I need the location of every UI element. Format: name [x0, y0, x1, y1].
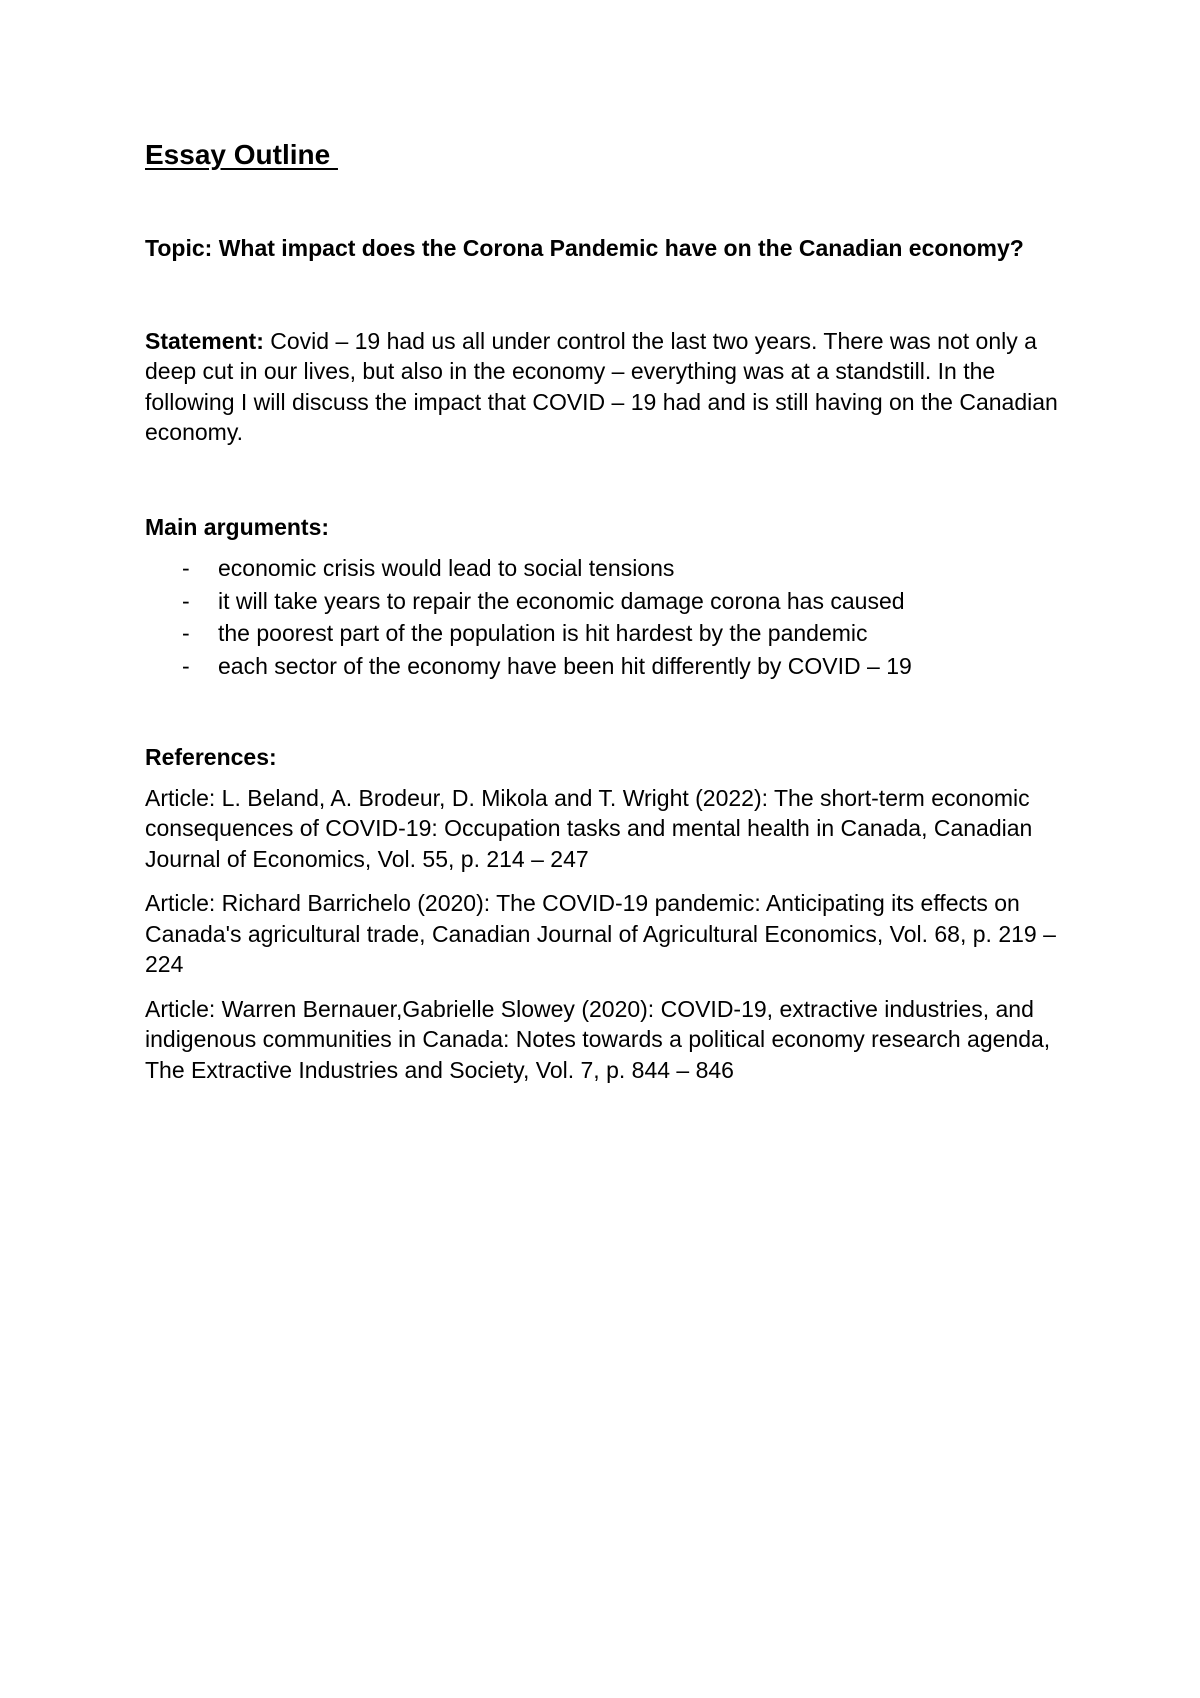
statement-text: Covid – 19 had us all under control the last two years. There was not only a deep cut in our lives, but also in the economy – everything was at a standstill. In the following I will discuss the impact that COVID – 19 had and is still having on the Canadian economy. [145, 327, 1058, 445]
references-heading: References: [145, 744, 277, 770]
list-item [145, 650, 1085, 683]
bullet-dash: - [182, 620, 190, 646]
reference-item: Article: Warren Bernauer,Gabrielle Slowey (2020): COVID-19, extractive industries, and indigenous communities in Canada: Notes towards a political economy research agenda, The Extractive Industries and Society, Vol. 7, p. 844 – 846 [145, 995, 1051, 1083]
bullet-dash: - [182, 652, 190, 679]
argument-text: each sector of the economy have been hit differently by COVID – 19 [218, 652, 912, 679]
document-body [145, 138, 1085, 1085]
list-item [145, 617, 1085, 650]
main-arguments-list [145, 552, 1085, 682]
main-arguments-heading: Main arguments: [145, 513, 330, 540]
argument-text: it will take years to repair the economic damage corona has caused [218, 587, 905, 614]
list-item [145, 585, 1085, 618]
reference-item: Article: L. Beland, A. Brodeur, D. Mikola and T. Wright (2022): The short-term economic consequences of COVID-19: Occupation tasks and mental health in Canada, Canadian Journal of Economics, Vol. 55, p. 214 – 247 [145, 784, 1033, 872]
statement-label: Statement: [145, 327, 264, 354]
statement-paragraph [145, 326, 1085, 448]
document-title: Essay Outline [145, 139, 338, 170]
reference-item: Article: Richard Barrichelo (2020): The COVID-19 pandemic: Anticipating its effects on Canada's agricultural trade, Canadian Journal of Agricultural Economics, Vol. 68, p. 219 – 224 [145, 890, 1056, 977]
topic-label: Topic: [145, 235, 213, 261]
topic-text: What impact does the Corona Pandemic have on the Canadian economy? [218, 235, 1024, 261]
bullet-dash: - [182, 555, 190, 581]
argument-text: the poorest part of the population is hit hardest by the pandemic [218, 620, 868, 646]
list-item [145, 552, 1085, 585]
bullet-dash: - [182, 587, 190, 614]
argument-text: economic crisis would lead to social tensions [218, 555, 675, 581]
topic-paragraph [145, 233, 1085, 264]
